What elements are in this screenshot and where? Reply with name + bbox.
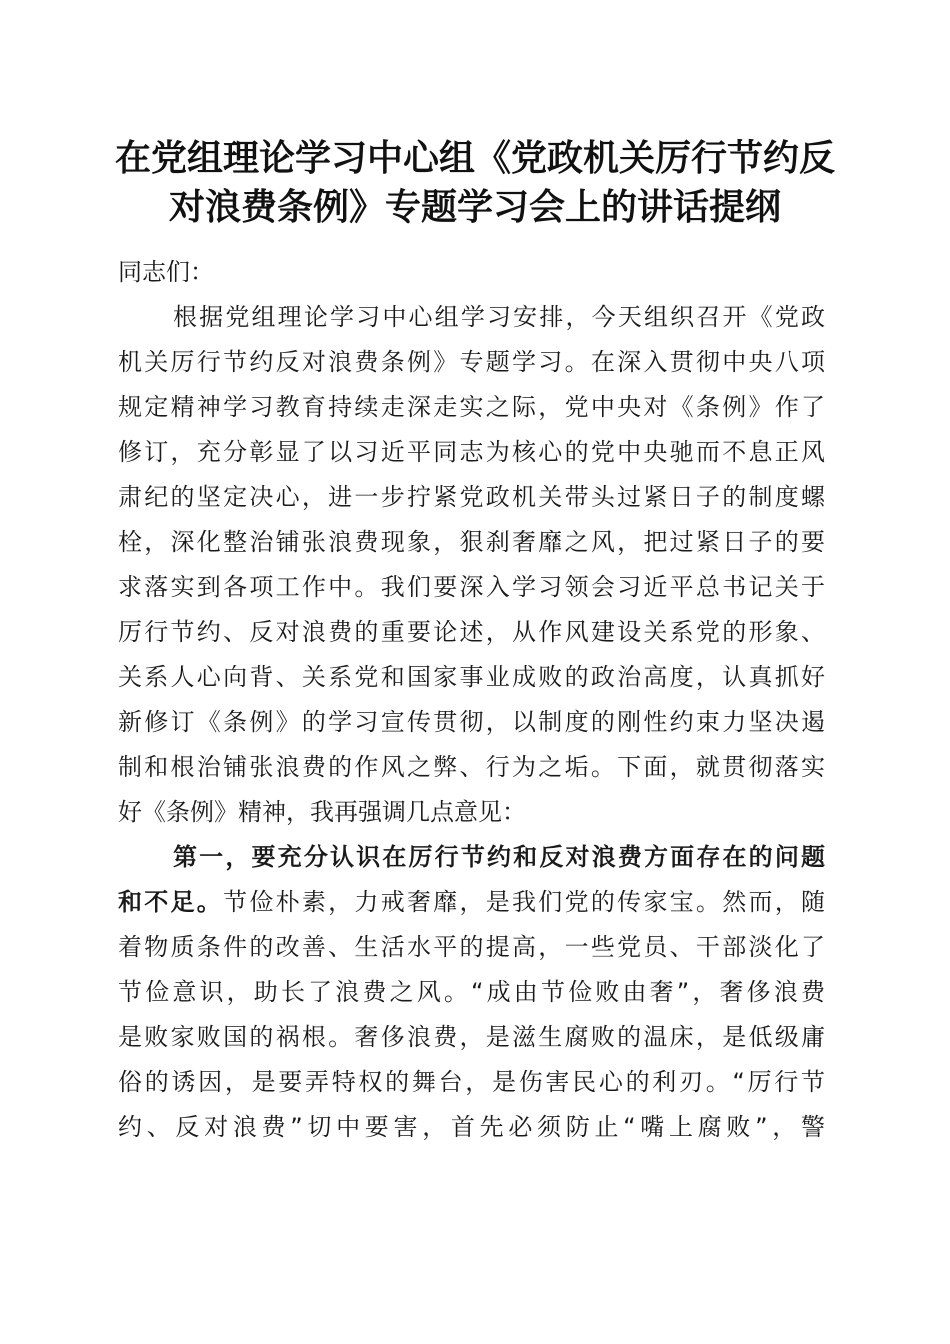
paragraph-line: 关系人心向背、关系党和国家事业成败的政治高度，认真抓好 — [118, 663, 825, 691]
paragraph-line: 节俭意识，助长了浪费之风。“成由节俭败由奢”，奢侈浪费 — [118, 978, 825, 1006]
document-body — [118, 250, 825, 1150]
paragraph-line: 修订，充分彰显了以习近平同志为核心的党中央驰而不息正风 — [118, 438, 825, 466]
paragraph-line: 新修订《条例》的学习宣传贯彻，以制度的刚性约束力坚决遏 — [118, 708, 825, 736]
paragraph-line: 根据党组理论学习中心组学习安排，今天组织召开《党政 — [173, 303, 825, 331]
title-line-1: 在党组理论学习中心组《党政机关厉行节约反 — [114, 137, 835, 179]
paragraph-line: 栓，深化整治铺张浪费现象，狠刹奢靡之风，把过紧日子的要 — [118, 528, 825, 556]
paragraph-2 — [118, 835, 825, 1150]
paragraph-line: 机关厉行节约反对浪费条例》专题学习。在深入贯彻中央八项 — [118, 348, 825, 376]
paragraph-line: 制和根治铺张浪费的作风之弊、行为之垢。下面，就贯彻落实 — [118, 753, 825, 781]
title-line-2: 对浪费条例》专题学习会上的讲话提纲 — [168, 186, 781, 228]
paragraph-line: 规定精神学习教育持续走深走实之际，党中央对《条例》作了 — [118, 393, 825, 421]
section-heading-1-end: 和不足。 — [118, 888, 224, 916]
paragraph-line: 厉行节约、反对浪费的重要论述，从作风建设关系党的形象、 — [118, 618, 825, 646]
paragraph-line: 着物质条件的改善、生活水平的提高，一些党员、干部淡化了 — [118, 933, 825, 961]
paragraph-line — [118, 880, 825, 925]
section-heading-1: 第一，要充分认识在厉行节约和反对浪费方面存在的问题 — [173, 843, 825, 871]
salutation: 同志们： — [118, 258, 214, 286]
paragraph-text: 节俭朴素，力戒奢靡，是我们党的传家宝。然而，随 — [223, 888, 825, 916]
paragraph-line: 是败家败国的祸根。奢侈浪费，是滋生腐败的温床，是低级庸 — [118, 1023, 825, 1051]
paragraph-line: 求落实到各项工作中。我们要深入学习领会习近平总书记关于 — [118, 573, 825, 601]
paragraph-line: 约、反对浪费”切中要害，首先必须防止“嘴上腐败”，警 — [118, 1113, 825, 1141]
paragraph-line — [118, 835, 825, 880]
paragraph-line: 好《条例》精神，我再强调几点意见： — [118, 798, 526, 826]
paragraph-line: 肃纪的坚定决心，进一步拧紧党政机关带头过紧日子的制度螺 — [118, 483, 825, 511]
document-title — [110, 134, 840, 232]
paragraph-line: 俗的诱因，是要弄特权的舞台，是伤害民心的利刃。“厉行节 — [118, 1068, 825, 1096]
paragraph-1 — [118, 295, 825, 835]
